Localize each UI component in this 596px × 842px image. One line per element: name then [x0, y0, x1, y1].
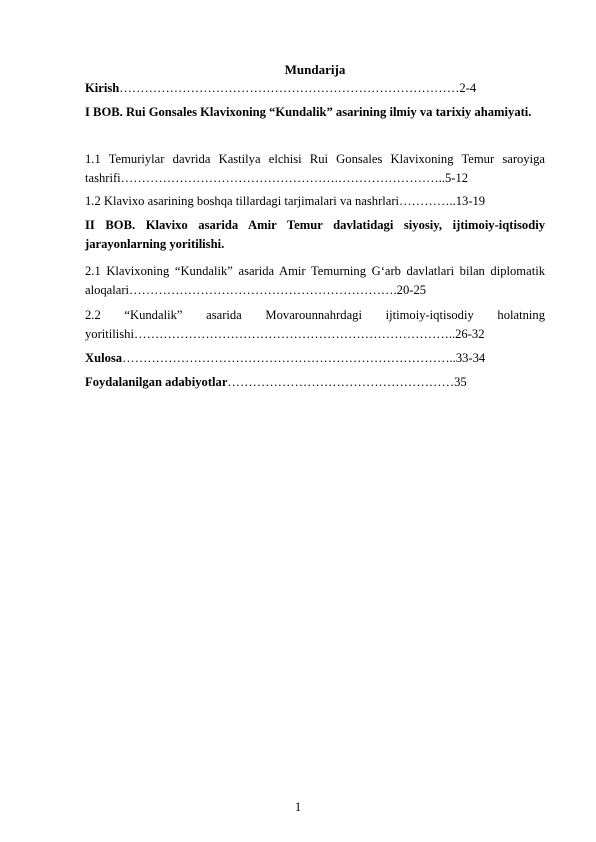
toc-entry-leader: ………………………………………………35 — [227, 375, 467, 389]
toc-section-2-2-line2: yoritilishi…………………………………………………………………..26-32 — [85, 327, 485, 341]
toc-section-1-2: 1.2 Klavixo asarining boshqa tillardagi tarjimalari va nashrlari…………..13-19 — [85, 194, 486, 208]
page-number: 1 — [294, 800, 302, 814]
toc-section-2-1: 2.1 Klavixoning “Kundalik” asarida Amir Temurning G‘arb davlatlari bilan diplomatik aloqalari……………………………………………………….20-25 — [85, 264, 545, 297]
toc-entry-xulosa — [85, 349, 545, 368]
page-title: Mundarija — [284, 62, 346, 77]
toc-entry-leader: ……………………………………………………………………..33-34 — [122, 351, 486, 365]
toc-entry-label: Kirish — [85, 81, 120, 95]
toc-entry-leader: ………………………………………………………………………2-4 — [119, 81, 477, 95]
toc-chapter-2: II BOB. Klavixo asarida Amir Temur davlatidagi siyosiy, ijtimoiy-iqtisodiy jarayonlarning yoritilishi. — [85, 218, 545, 251]
toc-chapter-1: I BOB. Rui Gonsales Klavixoning “Kundalik” asarining ilmiy va tarixiy ahamiyati. — [85, 105, 532, 119]
toc-section-1-1: 1.1 Temuriylar davrida Kastilya elchisi Rui Gonsales Klavixoning Temur saroyiga tashrifi…………………………………………….……………………..5-12 — [85, 152, 545, 185]
toc-entry-kirish — [85, 79, 545, 98]
toc-entry-adabiyotlar — [85, 373, 545, 392]
toc-entry-label: Foydalanilgan adabiyotlar — [85, 375, 228, 389]
toc-entry-label: Xulosa — [85, 351, 123, 365]
toc-section-2-2-line1: 2.2 “Kundalik” asarida Movarounnahrdagi ijtimoiy-iqtisodiy holatning — [85, 308, 545, 322]
